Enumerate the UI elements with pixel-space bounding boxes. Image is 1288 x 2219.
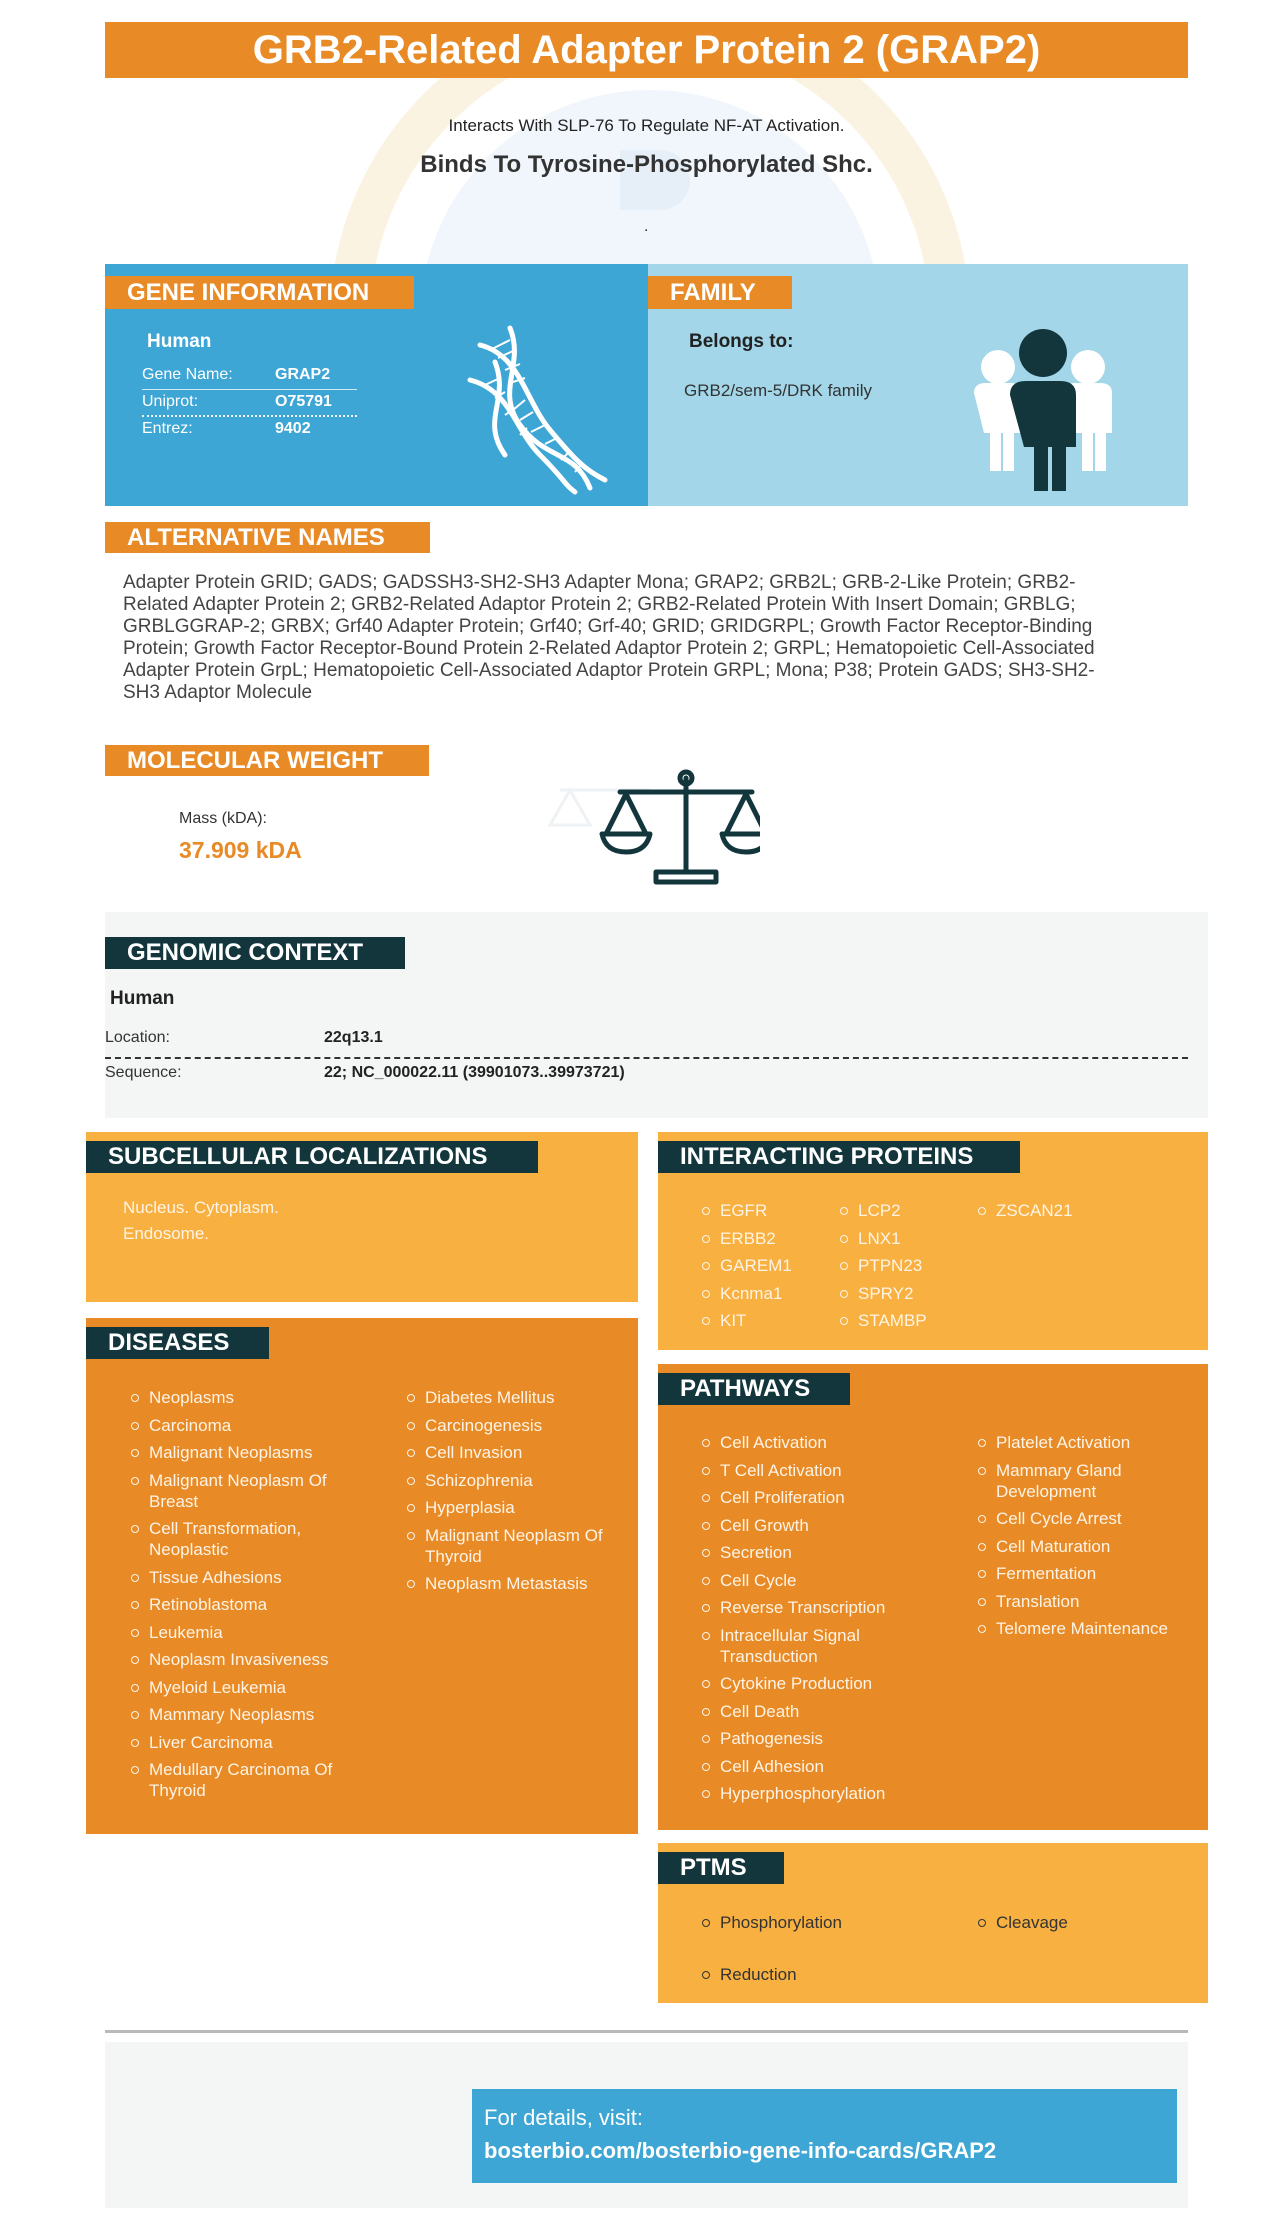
list-item: Cytokine Production bbox=[702, 1673, 917, 1694]
mass-label: Mass (kDA): bbox=[179, 810, 267, 827]
gene-row-name bbox=[142, 363, 357, 390]
list-item: Cell Cycle bbox=[702, 1570, 917, 1591]
list-item: SPRY2 bbox=[840, 1283, 970, 1304]
subcellular-line: Nucleus. Cytoplasm. bbox=[123, 1198, 279, 1217]
alt-names-line: Adapter Protein GRID; GADS; GADSSH3-SH2-SH3 Adapter Mona; GRAP2; GRB2L; GRB-2-Like Protein; GRB2- bbox=[123, 572, 1076, 593]
list-item: Tissue Adhesions bbox=[131, 1567, 351, 1588]
ptms-heading: PTMS bbox=[658, 1852, 784, 1884]
gene-row-label: Uniprot: bbox=[142, 393, 199, 410]
list-item: Neoplasms bbox=[131, 1387, 351, 1408]
genomic-context-heading: GENOMIC CONTEXT bbox=[105, 937, 405, 969]
separator-dot: . bbox=[644, 218, 649, 235]
list-item: Cell Growth bbox=[702, 1515, 917, 1536]
list-item: Cleavage bbox=[978, 1912, 1178, 1933]
list-item: Intracellular Signal Transduction bbox=[702, 1625, 917, 1667]
list-item: GAREM1 bbox=[702, 1255, 832, 1276]
alt-names-line: SH3 Adaptor Molecule bbox=[123, 682, 313, 703]
list-item: Cell Adhesion bbox=[702, 1756, 917, 1777]
list-item: T Cell Activation bbox=[702, 1460, 917, 1481]
list-item: ZSCAN21 bbox=[978, 1200, 1128, 1221]
list-item: Cell Proliferation bbox=[702, 1487, 917, 1508]
family-heading: FAMILY bbox=[648, 276, 792, 309]
gene-row-value: 9402 bbox=[275, 420, 311, 437]
family-belongs-label: Belongs to: bbox=[689, 331, 794, 352]
list-item: Medullary Carcinoma Of Thyroid bbox=[131, 1759, 351, 1801]
list-item: PTPN23 bbox=[840, 1255, 970, 1276]
footer-divider bbox=[105, 2030, 1188, 2033]
mass-value: 37.909 kDA bbox=[179, 837, 302, 863]
list-item: Fermentation bbox=[978, 1563, 1193, 1584]
list-item: STAMBP bbox=[840, 1310, 970, 1331]
diseases-col2 bbox=[407, 1387, 622, 1601]
list-item: ERBB2 bbox=[702, 1228, 832, 1249]
interacting-proteins-col2 bbox=[840, 1200, 970, 1338]
genomic-divider bbox=[105, 1057, 1188, 1059]
list-item: Carcinoma bbox=[131, 1415, 351, 1436]
list-item: Diabetes Mellitus bbox=[407, 1387, 622, 1408]
list-item: LNX1 bbox=[840, 1228, 970, 1249]
list-item: Platelet Activation bbox=[978, 1432, 1193, 1453]
list-item: Pathogenesis bbox=[702, 1728, 917, 1749]
pathways-heading: PATHWAYS bbox=[658, 1373, 850, 1405]
list-item: Liver Carcinoma bbox=[131, 1732, 351, 1753]
alt-names-line: GRBLGGRAP-2; GRBX; Grf40 Adapter Protein; Grf40; Grf-40; GRID; GRIDGRPL; Growth Factor Receptor-Binding bbox=[123, 616, 1093, 637]
list-item: Schizophrenia bbox=[407, 1470, 622, 1491]
subcellular-heading: SUBCELLULAR LOCALIZATIONS bbox=[86, 1141, 538, 1173]
gene-row-entrez bbox=[142, 417, 357, 444]
list-item: Hyperphosphorylation bbox=[702, 1783, 917, 1804]
list-item: Translation bbox=[978, 1591, 1193, 1612]
list-item: Malignant Neoplasms bbox=[131, 1442, 351, 1463]
list-item: Retinoblastoma bbox=[131, 1594, 351, 1615]
subcellular-text bbox=[123, 1195, 279, 1247]
interacting-proteins-col3 bbox=[978, 1200, 1128, 1228]
family-value: GRB2/sem-5/DRK family bbox=[684, 381, 872, 400]
gene-row-value: GRAP2 bbox=[275, 366, 331, 383]
list-item: Neoplasm Invasiveness bbox=[131, 1649, 351, 1670]
subtitle-binding: Binds To Tyrosine-Phosphorylated Shc. bbox=[420, 151, 873, 178]
list-item: Cell Invasion bbox=[407, 1442, 622, 1463]
interacting-proteins-heading: INTERACTING PROTEINS bbox=[658, 1141, 1020, 1173]
list-item: Cell Activation bbox=[702, 1432, 917, 1453]
list-item: Cell Maturation bbox=[978, 1536, 1193, 1557]
details-label: For details, visit: bbox=[484, 2105, 643, 2130]
ptms-col1 bbox=[702, 1912, 917, 1992]
page-title: GRB2-Related Adapter Protein 2 (GRAP2) bbox=[105, 22, 1188, 78]
list-item: Malignant Neoplasm Of Thyroid bbox=[407, 1525, 622, 1567]
list-item: Telomere Maintenance bbox=[978, 1618, 1193, 1639]
genomic-species: Human bbox=[110, 988, 175, 1009]
list-item: Hyperplasia bbox=[407, 1497, 622, 1518]
list-item: Cell Cycle Arrest bbox=[978, 1508, 1193, 1529]
list-item: Cell Death bbox=[702, 1701, 917, 1722]
dna-helix-icon bbox=[465, 320, 615, 495]
balance-scale-icon bbox=[540, 760, 760, 890]
list-item: Carcinogenesis bbox=[407, 1415, 622, 1436]
gene-information-heading: GENE INFORMATION bbox=[105, 276, 414, 309]
alt-names-line: Protein; Growth Factor Receptor-Bound Protein 2-Related Adaptor Protein 2; GRPL; Hematopoietic Cell-Associated bbox=[123, 638, 1095, 659]
interacting-proteins-col1 bbox=[702, 1200, 832, 1338]
ptms-col2 bbox=[978, 1912, 1178, 1940]
gene-info-table bbox=[142, 363, 357, 444]
location-label: Location: bbox=[105, 1029, 170, 1046]
molecular-weight-heading: MOLECULAR WEIGHT bbox=[105, 745, 429, 776]
details-url-link[interactable]: bosterbio.com/bosterbio-gene-info-cards/GRAP2 bbox=[484, 2138, 997, 2163]
alt-names-line: Adapter Protein GrpL; Hematopoietic Cell-Associated Adaptor Protein GRPL; Mona; P38; Protein GADS; SH3-SH2- bbox=[123, 660, 1095, 681]
list-item: EGFR bbox=[702, 1200, 832, 1221]
people-group-icon bbox=[968, 325, 1118, 495]
list-item: Malignant Neoplasm Of Breast bbox=[131, 1470, 351, 1512]
alternative-names-text bbox=[123, 572, 1153, 704]
subtitle-function: Interacts With SLP-76 To Regulate NF-AT Activation. bbox=[448, 116, 845, 135]
list-item: Neoplasm Metastasis bbox=[407, 1573, 622, 1594]
gene-row-label: Gene Name: bbox=[142, 366, 233, 383]
list-item: Reduction bbox=[702, 1964, 917, 1985]
list-item: Leukemia bbox=[131, 1622, 351, 1643]
alt-names-line: Related Adapter Protein 2; GRB2-Related Adaptor Protein 2; GRB2-Related Protein With Insert Domain; GRBLG; bbox=[123, 594, 1076, 615]
gene-row-uniprot bbox=[142, 390, 357, 417]
list-item: Mammary Gland Development bbox=[978, 1460, 1193, 1502]
alternative-names-heading: ALTERNATIVE NAMES bbox=[105, 522, 430, 553]
list-item: Reverse Transcription bbox=[702, 1597, 917, 1618]
diseases-col1 bbox=[131, 1387, 351, 1808]
list-item: Phosphorylation bbox=[702, 1912, 917, 1933]
list-item: Kcnma1 bbox=[702, 1283, 832, 1304]
subcellular-line: Endosome. bbox=[123, 1224, 209, 1243]
sequence-value: 22; NC_000022.11 (39901073..39973721) bbox=[324, 1064, 625, 1081]
pathways-col2 bbox=[978, 1432, 1193, 1646]
list-item: Mammary Neoplasms bbox=[131, 1704, 351, 1725]
list-item: Cell Transformation, Neoplastic bbox=[131, 1518, 351, 1560]
pathways-col1 bbox=[702, 1432, 917, 1811]
list-item: Secretion bbox=[702, 1542, 917, 1563]
gene-row-value: O75791 bbox=[275, 393, 332, 410]
list-item: KIT bbox=[702, 1310, 832, 1331]
gene-row-label: Entrez: bbox=[142, 420, 193, 437]
diseases-heading: DISEASES bbox=[86, 1327, 269, 1359]
sequence-label: Sequence: bbox=[105, 1064, 182, 1081]
list-item: LCP2 bbox=[840, 1200, 970, 1221]
list-item: Myeloid Leukemia bbox=[131, 1677, 351, 1698]
details-link-box[interactable] bbox=[472, 2089, 1177, 2183]
location-value: 22q13.1 bbox=[324, 1029, 383, 1046]
gene-species: Human bbox=[147, 331, 212, 352]
